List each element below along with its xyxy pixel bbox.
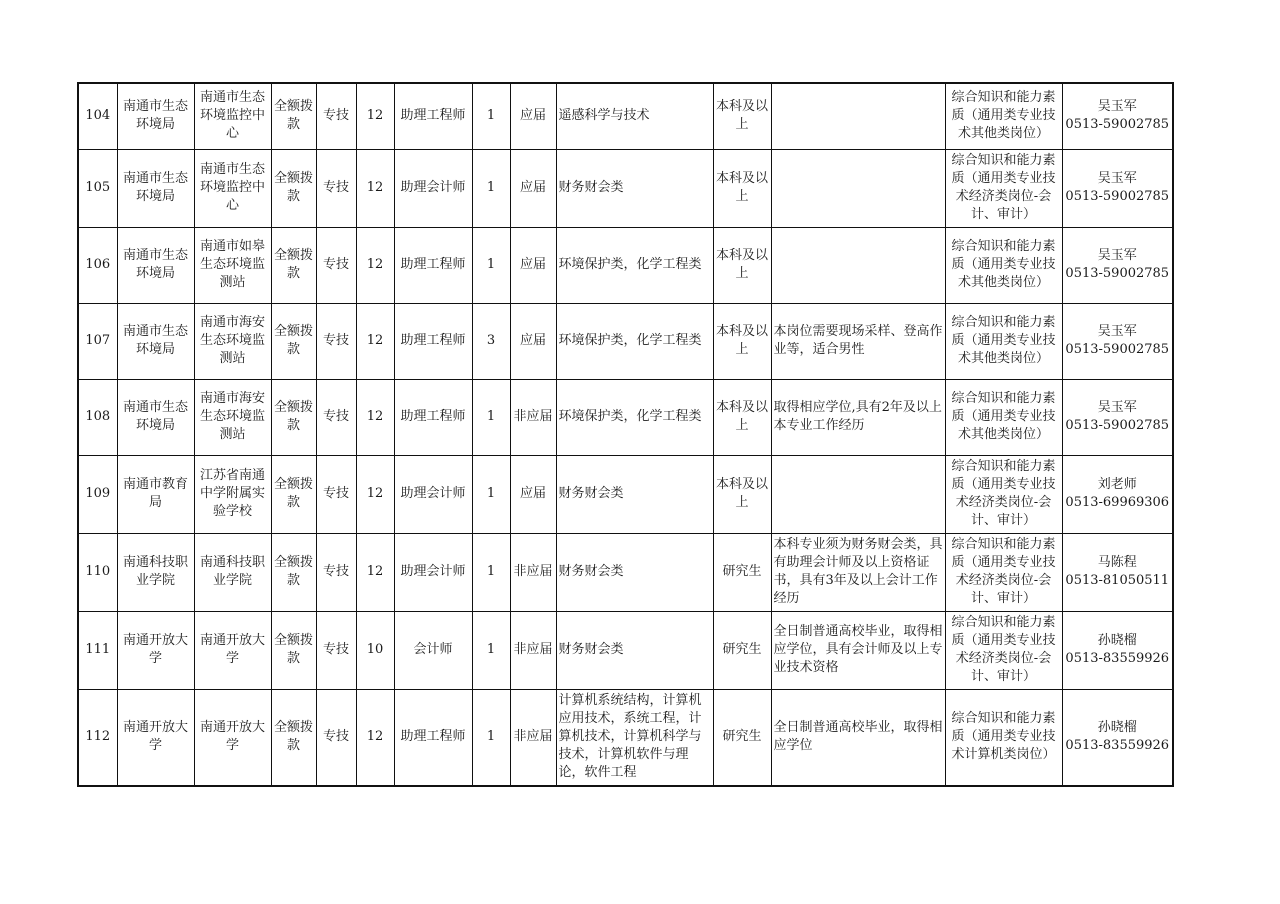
cell-unit: 南通市如皋生态环境监测站 bbox=[194, 227, 271, 303]
table-row bbox=[78, 83, 1173, 149]
cell-count: 1 bbox=[472, 533, 510, 611]
contact-name: 吴玉军 bbox=[1097, 324, 1137, 339]
cell-level: 12 bbox=[356, 303, 394, 379]
cell-department: 南通市生态环境局 bbox=[117, 303, 194, 379]
cell-major: 财务财会类 bbox=[556, 149, 713, 227]
cell-position-name: 助理会计师 bbox=[394, 149, 472, 227]
cell-position-type: 专技 bbox=[316, 149, 356, 227]
cell-major: 财务财会类 bbox=[556, 533, 713, 611]
cell-level: 12 bbox=[356, 455, 394, 533]
cell-position-name: 助理会计师 bbox=[394, 455, 472, 533]
cell-contact bbox=[1062, 227, 1173, 303]
cell-level: 10 bbox=[356, 611, 394, 689]
cell-position-name: 助理工程师 bbox=[394, 689, 472, 786]
cell-other-requirements: 取得相应学位,具有2年及以上本专业工作经历 bbox=[771, 379, 945, 455]
cell-position-name: 助理工程师 bbox=[394, 379, 472, 455]
cell-graduate-status: 应届 bbox=[510, 227, 556, 303]
cell-count: 3 bbox=[472, 303, 510, 379]
cell-position-name: 助理工程师 bbox=[394, 227, 472, 303]
cell-graduate-status: 应届 bbox=[510, 83, 556, 149]
cell-other-requirements: 全日制普通高校毕业，取得相应学位 bbox=[771, 689, 945, 786]
cell-unit: 南通市生态环境监控中心 bbox=[194, 149, 271, 227]
cell-unit: 江苏省南通中学附属实验学校 bbox=[194, 455, 271, 533]
cell-count: 1 bbox=[472, 455, 510, 533]
cell-id: 106 bbox=[78, 227, 117, 303]
cell-major: 遥感科学与技术 bbox=[556, 83, 713, 149]
cell-position-type: 专技 bbox=[316, 533, 356, 611]
cell-contact bbox=[1062, 149, 1173, 227]
contact-phone: 0513-83559926 bbox=[1065, 651, 1170, 666]
table-row bbox=[78, 227, 1173, 303]
cell-department: 南通科技职业学院 bbox=[117, 533, 194, 611]
cell-exam-subject: 综合知识和能力素质（通用类专业技术其他类岗位） bbox=[945, 379, 1062, 455]
cell-department: 南通开放大学 bbox=[117, 689, 194, 786]
contact-phone: 0513-83559926 bbox=[1065, 738, 1170, 754]
table-row bbox=[78, 379, 1173, 455]
cell-other-requirements bbox=[771, 227, 945, 303]
contact-name: 马陈程 bbox=[1097, 555, 1137, 570]
contact-name: 刘老师 bbox=[1097, 477, 1137, 492]
cell-exam-subject: 综合知识和能力素质（通用类专业技术经济类岗位-会计、审计） bbox=[945, 533, 1062, 611]
cell-funding: 全额拨款 bbox=[271, 149, 316, 227]
cell-funding: 全额拨款 bbox=[271, 689, 316, 786]
contact-name: 吴玉军 bbox=[1097, 248, 1137, 263]
cell-id: 108 bbox=[78, 379, 117, 455]
cell-department: 南通市生态环境局 bbox=[117, 83, 194, 149]
cell-position-name: 助理会计师 bbox=[394, 533, 472, 611]
cell-graduate-status: 应届 bbox=[510, 303, 556, 379]
cell-id: 105 bbox=[78, 149, 117, 227]
cell-graduate-status: 应届 bbox=[510, 455, 556, 533]
cell-exam-subject: 综合知识和能力素质（通用类专业技术经济类岗位-会计、审计） bbox=[945, 455, 1062, 533]
cell-unit: 南通市生态环境监控中心 bbox=[194, 83, 271, 149]
cell-other-requirements: 本科专业须为财务财会类，具有助理会计师及以上资格证书，具有3年及以上会计工作经历 bbox=[771, 533, 945, 611]
cell-exam-subject: 综合知识和能力素质（通用类专业技术经济类岗位-会计、审计） bbox=[945, 149, 1062, 227]
cell-education: 本科及以上 bbox=[713, 303, 771, 379]
cell-major: 财务财会类 bbox=[556, 611, 713, 689]
cell-department: 南通市教育局 bbox=[117, 455, 194, 533]
cell-level: 12 bbox=[356, 533, 394, 611]
cell-funding: 全额拨款 bbox=[271, 611, 316, 689]
cell-major: 环境保护类，化学工程类 bbox=[556, 379, 713, 455]
cell-id: 112 bbox=[78, 689, 117, 786]
cell-level: 12 bbox=[356, 379, 394, 455]
contact-phone: 0513-59002785 bbox=[1065, 189, 1170, 204]
cell-funding: 全额拨款 bbox=[271, 533, 316, 611]
cell-education: 本科及以上 bbox=[713, 379, 771, 455]
cell-position-name: 助理工程师 bbox=[394, 303, 472, 379]
cell-contact bbox=[1062, 611, 1173, 689]
cell-position-type: 专技 bbox=[316, 303, 356, 379]
cell-major: 计算机系统结构，计算机应用技术，系统工程，计算机技术，计算机科学与技术，计算机软件与理论，软件工程 bbox=[556, 689, 713, 786]
cell-position-type: 专技 bbox=[316, 455, 356, 533]
cell-funding: 全额拨款 bbox=[271, 379, 316, 455]
cell-exam-subject: 综合知识和能力素质（通用类专业技术其他类岗位） bbox=[945, 83, 1062, 149]
cell-funding: 全额拨款 bbox=[271, 303, 316, 379]
table-row bbox=[78, 455, 1173, 533]
contact-phone: 0513-81050511 bbox=[1065, 573, 1170, 588]
cell-unit: 南通开放大学 bbox=[194, 611, 271, 689]
cell-graduate-status: 应届 bbox=[510, 149, 556, 227]
table-row bbox=[78, 533, 1173, 611]
contact-phone: 0513-59002785 bbox=[1065, 418, 1170, 433]
cell-funding: 全额拨款 bbox=[271, 455, 316, 533]
cell-exam-subject: 综合知识和能力素质（通用类专业技术经济类岗位-会计、审计） bbox=[945, 611, 1062, 689]
cell-graduate-status: 非应届 bbox=[510, 611, 556, 689]
cell-other-requirements bbox=[771, 455, 945, 533]
cell-graduate-status: 非应届 bbox=[510, 379, 556, 455]
cell-other-requirements bbox=[771, 83, 945, 149]
cell-contact bbox=[1062, 689, 1173, 786]
cell-exam-subject: 综合知识和能力素质（通用类专业技术其他类岗位） bbox=[945, 303, 1062, 379]
cell-id: 107 bbox=[78, 303, 117, 379]
cell-id: 104 bbox=[78, 83, 117, 149]
cell-funding: 全额拨款 bbox=[271, 83, 316, 149]
contact-phone: 0513-69969306 bbox=[1065, 495, 1170, 510]
cell-education: 本科及以上 bbox=[713, 227, 771, 303]
cell-major: 环境保护类，化学工程类 bbox=[556, 227, 713, 303]
cell-contact bbox=[1062, 379, 1173, 455]
cell-count: 1 bbox=[472, 611, 510, 689]
table-body bbox=[78, 83, 1173, 786]
cell-count: 1 bbox=[472, 83, 510, 149]
cell-id: 110 bbox=[78, 533, 117, 611]
contact-name: 孙晓榴 bbox=[1097, 720, 1137, 736]
contact-name: 吴玉军 bbox=[1097, 171, 1137, 186]
table-row bbox=[78, 689, 1173, 786]
cell-position-type: 专技 bbox=[316, 83, 356, 149]
cell-count: 1 bbox=[472, 149, 510, 227]
cell-position-type: 专技 bbox=[316, 379, 356, 455]
cell-position-name: 助理工程师 bbox=[394, 83, 472, 149]
cell-count: 1 bbox=[472, 379, 510, 455]
cell-other-requirements bbox=[771, 149, 945, 227]
table-row bbox=[78, 303, 1173, 379]
contact-name: 孙晓榴 bbox=[1097, 633, 1137, 648]
cell-unit: 南通市海安生态环境监测站 bbox=[194, 303, 271, 379]
cell-funding: 全额拨款 bbox=[271, 227, 316, 303]
cell-contact bbox=[1062, 303, 1173, 379]
cell-position-type: 专技 bbox=[316, 611, 356, 689]
cell-level: 12 bbox=[356, 83, 394, 149]
contact-phone: 0513-59002785 bbox=[1065, 117, 1170, 133]
cell-position-type: 专技 bbox=[316, 227, 356, 303]
contact-name: 吴玉军 bbox=[1097, 99, 1137, 115]
cell-level: 12 bbox=[356, 149, 394, 227]
cell-level: 12 bbox=[356, 689, 394, 786]
cell-id: 111 bbox=[78, 611, 117, 689]
cell-exam-subject: 综合知识和能力素质（通用类专业技术其他类岗位） bbox=[945, 227, 1062, 303]
cell-education: 本科及以上 bbox=[713, 83, 771, 149]
cell-education: 研究生 bbox=[713, 611, 771, 689]
cell-other-requirements: 本岗位需要现场采样、登高作业等，适合男性 bbox=[771, 303, 945, 379]
job-positions-table bbox=[77, 82, 1174, 787]
cell-department: 南通开放大学 bbox=[117, 611, 194, 689]
cell-position-name: 会计师 bbox=[394, 611, 472, 689]
cell-education: 本科及以上 bbox=[713, 149, 771, 227]
cell-major: 财务财会类 bbox=[556, 455, 713, 533]
cell-contact bbox=[1062, 533, 1173, 611]
cell-exam-subject: 综合知识和能力素质（通用类专业技术计算机类岗位） bbox=[945, 689, 1062, 786]
table-row bbox=[78, 149, 1173, 227]
cell-graduate-status: 非应届 bbox=[510, 689, 556, 786]
cell-contact bbox=[1062, 83, 1173, 149]
cell-graduate-status: 非应届 bbox=[510, 533, 556, 611]
cell-education: 研究生 bbox=[713, 533, 771, 611]
cell-major: 环境保护类，化学工程类 bbox=[556, 303, 713, 379]
cell-count: 1 bbox=[472, 689, 510, 786]
cell-education: 研究生 bbox=[713, 689, 771, 786]
cell-department: 南通市生态环境局 bbox=[117, 379, 194, 455]
contact-name: 吴玉军 bbox=[1097, 400, 1137, 415]
cell-unit: 南通科技职业学院 bbox=[194, 533, 271, 611]
table-row bbox=[78, 611, 1173, 689]
contact-phone: 0513-59002785 bbox=[1065, 266, 1170, 281]
contact-phone: 0513-59002785 bbox=[1065, 342, 1170, 357]
cell-unit: 南通开放大学 bbox=[194, 689, 271, 786]
cell-other-requirements: 全日制普通高校毕业，取得相应学位，具有会计师及以上专业技术资格 bbox=[771, 611, 945, 689]
cell-department: 南通市生态环境局 bbox=[117, 227, 194, 303]
cell-id: 109 bbox=[78, 455, 117, 533]
cell-department: 南通市生态环境局 bbox=[117, 149, 194, 227]
cell-position-type: 专技 bbox=[316, 689, 356, 786]
cell-contact bbox=[1062, 455, 1173, 533]
cell-unit: 南通市海安生态环境监测站 bbox=[194, 379, 271, 455]
cell-education: 本科及以上 bbox=[713, 455, 771, 533]
cell-level: 12 bbox=[356, 227, 394, 303]
cell-count: 1 bbox=[472, 227, 510, 303]
